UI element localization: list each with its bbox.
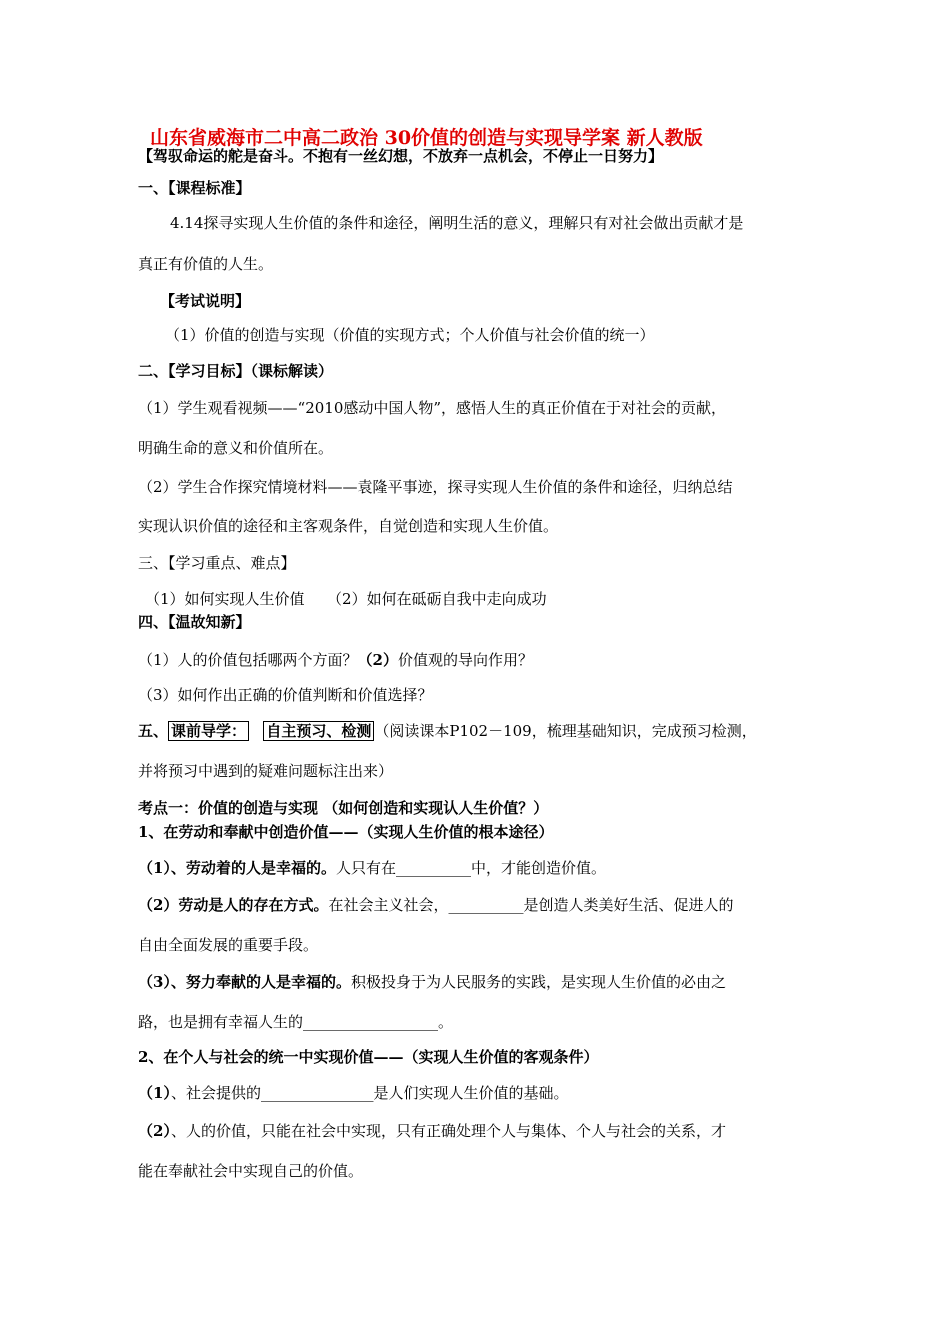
item-2-1-text: 、社会提供的_______________是人们实现人生价值的基础。 [170,1084,569,1102]
section-prefix: 五、 [138,722,169,740]
item-1-2 [138,895,733,915]
heading-2: 2、在个人与社会的统一中实现价值——（实现人生价值的客观条件） [138,1048,599,1066]
section-preview-line1 [138,721,757,741]
motto: 【驾驭命运的舵是奋斗。不抱有一丝幻想，不放弃一点机会，不停止一日努力】 [138,147,664,165]
item-1-2-bold: （2）劳动是人的存在方式。 [138,896,329,914]
item-2-2-line2: 能在奉献社会中实现自己的价值。 [138,1162,364,1180]
document-title: 山东省威海市二中高二政治 30价值的创造与实现导学案 新人教版 [150,127,703,149]
item-1-3 [138,972,726,992]
point1-heading: 考点一：价值的创造与实现 （如何创造和实现认人生价值？） [138,799,549,817]
goal2-line1: （2）学生合作探究情境材料——袁隆平事迹，探寻实现人生价值的条件和途径，归纳总结 [138,478,733,496]
item-1-2-text: 在社会主义社会，__________是创造人类美好生活、促进人的 [328,896,734,914]
review-q1: （1）人的价值包括哪两个方面？ [138,651,358,669]
goal1-line2: 明确生命的意义和价值所在。 [138,439,334,457]
goal2-line2: 实现认识价值的途径和主客观条件，自觉创造和实现人生价值。 [138,517,559,535]
goal1-line1: （1）学生观看视频——“2010感动中国人物”，感悟人生的真正价值在于对社会的贡献， [138,399,727,417]
preview-instruction: （阅读课本P102－109，梳理基础知识，完成预习检测， [374,722,757,740]
item-2-2 [138,1121,726,1141]
review-line2: （3）如何作出正确的价值判断和价值选择？ [138,686,433,704]
keypoints-items: （1）如何实现人生价值 （2）如何在砥砺自我中走向成功 [145,590,547,608]
curriculum-text-line1: 4.14探寻实现人生价值的条件和途径，阐明生活的意义，理解只有对社会做出贡献才是 [170,214,744,232]
item-1-1 [138,858,606,878]
preview-box-selfstudy: 自主预习、检测 [263,721,374,741]
item-2-2-text: 、人的价值，只能在社会中实现，只有正确处理个人与集体、个人与社会的关系，才 [170,1122,726,1140]
item-1-1-text: 人只有在__________中，才能创造价值。 [335,859,606,877]
item-1-3-bold: （3）、努力奉献的人是幸福的。 [138,973,351,991]
heading-1: 1、在劳动和奉献中创造价值——（实现人生价值的根本途径） [138,823,554,841]
section-heading-goals: 二、【学习目标】（课标解读） [138,362,334,380]
exam-heading: 【考试说明】 [160,292,251,310]
review-q2: 价值观的导向作用？ [397,651,533,669]
item-1-1-bold: （1）、劳动着的人是幸福的。 [138,859,336,877]
section-heading-review: 四、【温故知新】 [138,613,251,631]
item-2-1 [138,1083,568,1103]
section-heading-keypoints: 三、【学习重点、难点】 [138,554,296,572]
item-2-1-bold: （1） [138,1084,171,1102]
review-q2-number: （2） [357,651,398,669]
item-1-3-text: 积极投身于为人民服务的实践，是实现人生价值的必由之 [350,973,726,991]
item-1-3-line2: 路，也是拥有幸福人生的__________________。 [138,1013,454,1031]
review-line1 [138,650,533,670]
exam-item: （1）价值的创造与实现（价值的实现方式；个人价值与社会价值的统一） [165,326,655,344]
item-2-2-bold: （2） [138,1122,171,1140]
section-preview-line2: 并将预习中遇到的疑难问题标注出来） [138,762,394,780]
curriculum-text-line2: 真正有价值的人生。 [138,255,274,273]
section-heading-curriculum: 一、【课程标准】 [138,179,251,197]
preview-box-guide: 课前导学： [168,721,249,741]
item-1-2-line2: 自由全面发展的重要手段。 [138,936,319,954]
